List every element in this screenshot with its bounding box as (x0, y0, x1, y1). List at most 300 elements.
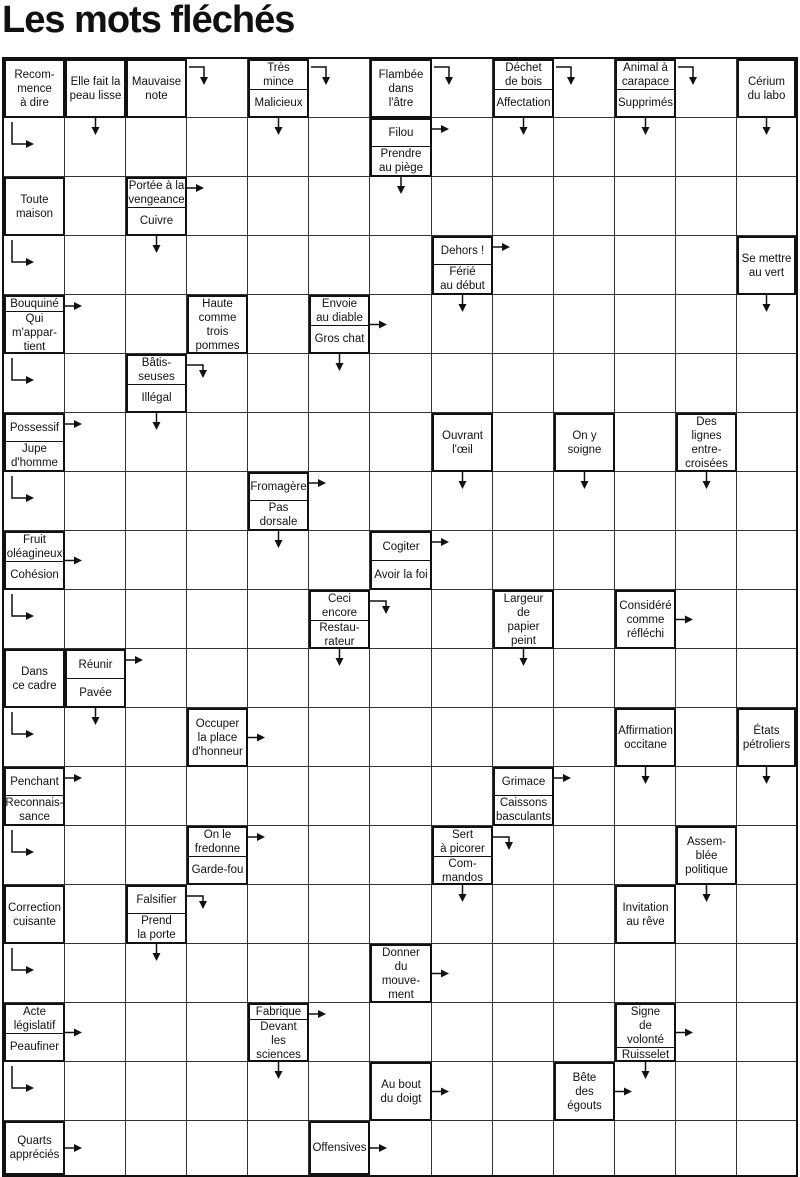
answer-cell[interactable] (554, 177, 615, 236)
clue-text: Férié au début (434, 264, 491, 293)
clue-cell (126, 177, 187, 236)
clue-text: Signe de volonté (626, 1006, 665, 1046)
arrow-right-icon (65, 767, 126, 826)
arrow-right-icon (187, 177, 248, 236)
answer-cell[interactable] (737, 944, 796, 1003)
crossword-grid (2, 57, 798, 1177)
answer-cell[interactable] (126, 531, 187, 590)
clue-cell (309, 590, 370, 649)
answer-cell[interactable] (65, 826, 126, 885)
clue-cell (4, 885, 65, 944)
answer-cell[interactable] (65, 590, 126, 649)
answer-cell[interactable] (370, 767, 432, 826)
arrow-down-icon (248, 1062, 309, 1121)
arrow-down-icon (554, 472, 615, 531)
answer-cell[interactable] (126, 708, 187, 767)
clue-text: On le fredonne (194, 829, 241, 855)
answer-cell[interactable] (187, 472, 248, 531)
clue-text: Quarts appréciés (9, 1135, 60, 1161)
arrow-right-down-icon (370, 590, 432, 649)
clue-text: Haute comme trois pommes (195, 298, 240, 352)
clue-cell (493, 767, 554, 826)
clue-cell (187, 826, 248, 885)
clue-text: Réunir (78, 658, 113, 671)
clue-cell (187, 708, 248, 767)
clue-text: Invitation au rêve (622, 901, 669, 928)
clue-text: Pas dorsale (250, 500, 307, 529)
clue-text: Restau- rateur (311, 620, 368, 649)
answer-cell[interactable] (187, 944, 248, 1003)
answer-cell[interactable] (615, 531, 676, 590)
answer-cell[interactable] (493, 413, 554, 472)
answer-cell[interactable] (554, 354, 615, 413)
answer-cell[interactable] (676, 531, 737, 590)
answer-cell[interactable] (309, 944, 370, 1003)
clue-text: Fabrique (255, 1006, 302, 1018)
clue-cell (737, 59, 796, 118)
arrow-right-down-icon (187, 885, 248, 944)
clue-text: Prend la porte (128, 913, 185, 942)
answer-cell[interactable] (615, 236, 676, 295)
answer-cell[interactable] (676, 177, 737, 236)
clue-text: Reconnais- sance (5, 797, 64, 823)
arrow-right-icon (370, 1121, 432, 1175)
arrow-down-icon (615, 767, 676, 826)
answer-cell[interactable] (676, 295, 737, 354)
clue-cell (126, 59, 187, 118)
answer-cell[interactable] (309, 1062, 370, 1121)
arrow-right-down-icon (187, 59, 248, 118)
arrow-right-down-icon (493, 826, 554, 885)
arrow-down-icon (65, 118, 126, 177)
clue-text: Considéré comme réfléchi (619, 599, 672, 640)
clue-cell (309, 1121, 370, 1175)
clue-text: Ceci encore (321, 593, 358, 619)
answer-cell[interactable] (615, 1121, 676, 1175)
answer-cell[interactable] (737, 472, 796, 531)
clue-cell (370, 944, 432, 1003)
answer-cell[interactable] (493, 177, 554, 236)
answer-cell[interactable] (309, 177, 370, 236)
arrow-right-icon (309, 1003, 370, 1062)
clue-cell (4, 767, 65, 826)
answer-cell[interactable] (370, 354, 432, 413)
answer-cell[interactable] (554, 944, 615, 1003)
arrow-down-icon (126, 944, 187, 1003)
arrow-down-icon (676, 472, 737, 531)
answer-cell[interactable] (432, 708, 493, 767)
clue-text: Fruit oléagineux (6, 534, 63, 560)
clue-cell (4, 1121, 65, 1175)
arrow-down-right-icon (4, 708, 65, 767)
answer-cell[interactable] (370, 1003, 432, 1062)
clue-text: On y soigne (567, 429, 602, 456)
arrow-down-right-icon (4, 826, 65, 885)
arrow-right-icon (65, 295, 126, 354)
answer-cell[interactable] (248, 295, 309, 354)
clue-cell (4, 295, 65, 354)
arrow-right-icon (432, 531, 493, 590)
arrow-right-down-icon (309, 59, 370, 118)
answer-cell[interactable] (676, 118, 737, 177)
arrow-down-icon (432, 472, 493, 531)
arrow-down-icon (676, 885, 737, 944)
clue-cell (4, 1003, 65, 1062)
answer-cell[interactable] (309, 885, 370, 944)
clue-text: Possessif (9, 422, 60, 434)
answer-cell[interactable] (493, 885, 554, 944)
answer-cell[interactable] (737, 413, 796, 472)
arrow-down-icon (493, 118, 554, 177)
clue-text: Ouvrant l'œil (442, 429, 483, 456)
clue-text: Com- mandos (434, 856, 491, 885)
clue-text: Offensives (312, 1142, 367, 1154)
arrow-down-icon (309, 354, 370, 413)
arrow-down-right-icon (4, 236, 65, 295)
answer-cell[interactable] (676, 1121, 737, 1175)
clue-cell (126, 354, 187, 413)
answer-cell[interactable] (737, 826, 796, 885)
arrow-right-icon (432, 944, 493, 1003)
clue-cell (615, 59, 676, 118)
answer-cell[interactable] (615, 295, 676, 354)
answer-cell[interactable] (737, 1121, 796, 1175)
answer-cell[interactable] (248, 944, 309, 1003)
answer-cell[interactable] (615, 177, 676, 236)
answer-cell[interactable] (248, 649, 309, 708)
answer-cell[interactable] (432, 354, 493, 413)
clue-text: Acte législatif (13, 1006, 56, 1032)
answer-cell[interactable] (309, 826, 370, 885)
answer-cell[interactable] (187, 118, 248, 177)
arrow-right-icon (309, 472, 370, 531)
clue-text: Envoie au diable (316, 298, 363, 324)
answer-cell[interactable] (370, 885, 432, 944)
answer-cell[interactable] (676, 708, 737, 767)
answer-cell[interactable] (493, 531, 554, 590)
clue-cell (554, 413, 615, 472)
clue-text: Filou (388, 127, 414, 139)
clue-cell (65, 649, 126, 708)
answer-cell[interactable] (676, 1062, 737, 1121)
arrow-right-down-icon (187, 354, 248, 413)
answer-cell[interactable] (126, 1062, 187, 1121)
arrow-right-icon (615, 1062, 676, 1121)
arrow-down-icon (65, 708, 126, 767)
answer-cell[interactable] (493, 1121, 554, 1175)
answer-cell[interactable] (676, 944, 737, 1003)
answer-cell[interactable] (737, 590, 796, 649)
answer-cell[interactable] (493, 1003, 554, 1062)
clue-text: Flambée dans l'âtre (378, 68, 424, 109)
clue-cell (554, 1062, 615, 1121)
answer-cell[interactable] (126, 826, 187, 885)
answer-cell[interactable] (309, 118, 370, 177)
clue-text: Cogiter (382, 540, 420, 553)
answer-cell[interactable] (554, 1003, 615, 1062)
answer-cell[interactable] (615, 944, 676, 1003)
clue-text: Occuper la place d'honneur (192, 717, 243, 758)
clue-cell (493, 590, 554, 649)
clue-text: Affirmation occitane (618, 724, 673, 751)
answer-cell[interactable] (65, 944, 126, 1003)
answer-cell[interactable] (554, 531, 615, 590)
answer-cell[interactable] (248, 767, 309, 826)
answer-cell[interactable] (65, 177, 126, 236)
clue-cell (370, 59, 432, 118)
clue-text: Assem- blée politique (685, 835, 728, 876)
answer-cell[interactable] (65, 472, 126, 531)
arrow-right-icon (248, 708, 309, 767)
answer-cell[interactable] (248, 236, 309, 295)
clue-cell (187, 295, 248, 354)
answer-cell[interactable] (554, 295, 615, 354)
answer-cell[interactable] (615, 826, 676, 885)
answer-cell[interactable] (737, 649, 796, 708)
arrow-down-right-icon (4, 1062, 65, 1121)
answer-cell[interactable] (370, 649, 432, 708)
answer-cell[interactable] (737, 1003, 796, 1062)
answer-cell[interactable] (126, 1003, 187, 1062)
answer-cell[interactable] (309, 413, 370, 472)
answer-cell[interactable] (432, 649, 493, 708)
arrow-down-icon (370, 177, 432, 236)
arrow-right-icon (65, 1121, 126, 1175)
clue-text: Largeur de papier peint (503, 593, 544, 647)
answer-cell[interactable] (432, 1121, 493, 1175)
answer-cell[interactable] (615, 413, 676, 472)
clue-cell (615, 708, 676, 767)
clue-text: Affectation (495, 89, 552, 116)
answer-cell[interactable] (126, 590, 187, 649)
clue-cell (737, 236, 796, 295)
clue-cell (432, 826, 493, 885)
answer-cell[interactable] (370, 236, 432, 295)
clue-text: Dans ce cadre (12, 665, 57, 692)
clue-text: Falsifier (136, 894, 177, 906)
clue-cell (248, 472, 309, 531)
answer-cell[interactable] (370, 708, 432, 767)
clue-cell (676, 826, 737, 885)
clue-text: Bouquiné (10, 298, 59, 310)
arrow-right-icon (370, 295, 432, 354)
arrow-down-icon (309, 649, 370, 708)
answer-cell[interactable] (615, 649, 676, 708)
arrow-right-icon (554, 767, 615, 826)
answer-cell[interactable] (493, 472, 554, 531)
answer-cell[interactable] (554, 708, 615, 767)
arrow-right-icon (65, 1003, 126, 1062)
answer-cell[interactable] (432, 1003, 493, 1062)
clue-cell (432, 236, 493, 295)
answer-cell[interactable] (493, 708, 554, 767)
answer-cell[interactable] (554, 590, 615, 649)
clue-text: Cohésion (6, 561, 63, 588)
answer-cell[interactable] (370, 413, 432, 472)
answer-cell[interactable] (493, 295, 554, 354)
clue-text: Qui m'appar- tient (6, 311, 63, 354)
clue-text: Devant les sciences (250, 1019, 307, 1062)
answer-cell[interactable] (554, 1121, 615, 1175)
arrow-down-icon (737, 118, 796, 177)
answer-cell[interactable] (676, 649, 737, 708)
clue-cell (676, 413, 737, 472)
arrow-right-icon (126, 649, 187, 708)
answer-cell[interactable] (65, 236, 126, 295)
arrow-down-right-icon (4, 354, 65, 413)
arrow-right-down-icon (554, 59, 615, 118)
answer-cell[interactable] (370, 826, 432, 885)
clue-text: Animal à carapace (621, 62, 670, 88)
clue-text: Correction cuisante (7, 901, 62, 928)
answer-cell[interactable] (187, 413, 248, 472)
clue-cell (4, 177, 65, 236)
clue-text: Se mettre au vert (741, 252, 792, 279)
answer-cell[interactable] (126, 472, 187, 531)
answer-cell[interactable] (554, 236, 615, 295)
clue-text: Au bout du doigt (380, 1078, 422, 1105)
answer-cell[interactable] (65, 1062, 126, 1121)
answer-cell[interactable] (737, 1062, 796, 1121)
answer-cell[interactable] (432, 590, 493, 649)
clue-text: Cérium du labo (747, 75, 786, 102)
answer-cell[interactable] (187, 590, 248, 649)
answer-cell[interactable] (309, 531, 370, 590)
arrow-down-icon (126, 413, 187, 472)
clue-text: Peaufiner (6, 1033, 63, 1060)
clue-text: Très mince (263, 62, 294, 88)
arrow-right-icon (676, 1003, 737, 1062)
clue-cell (4, 649, 65, 708)
answer-cell[interactable] (737, 885, 796, 944)
clue-text: Portée à la vengeance (128, 180, 185, 206)
clue-text: Malicieux (250, 89, 307, 116)
arrow-right-icon (65, 531, 126, 590)
answer-cell[interactable] (248, 590, 309, 649)
answer-cell[interactable] (309, 767, 370, 826)
answer-cell[interactable] (432, 767, 493, 826)
answer-cell[interactable] (248, 177, 309, 236)
answer-cell[interactable] (493, 944, 554, 1003)
arrow-down-icon (248, 531, 309, 590)
clue-cell (248, 1003, 309, 1062)
clue-cell (4, 59, 65, 118)
answer-cell[interactable] (126, 295, 187, 354)
arrow-down-icon (126, 236, 187, 295)
answer-cell[interactable] (187, 236, 248, 295)
answer-cell[interactable] (248, 885, 309, 944)
answer-cell[interactable] (187, 531, 248, 590)
clue-text: Sert à picorer (440, 829, 485, 855)
answer-cell[interactable] (615, 354, 676, 413)
clue-text: Bâtis- seuses (138, 357, 175, 383)
arrow-right-down-icon (432, 59, 493, 118)
answer-cell[interactable] (187, 649, 248, 708)
answer-cell[interactable] (554, 649, 615, 708)
answer-cell[interactable] (126, 1121, 187, 1175)
arrow-right-icon (248, 826, 309, 885)
answer-cell[interactable] (248, 354, 309, 413)
answer-cell[interactable] (187, 1121, 248, 1175)
clue-text: États pétroliers (742, 724, 791, 751)
answer-cell[interactable] (248, 413, 309, 472)
clue-text: Elle fait la peau lisse (69, 75, 122, 102)
arrow-down-right-icon (4, 472, 65, 531)
clue-cell (309, 295, 370, 354)
clue-text: Illégal (128, 384, 185, 411)
clue-text: Garde-fou (189, 856, 246, 883)
arrow-right-icon (432, 118, 493, 177)
arrow-right-icon (65, 413, 126, 472)
answer-cell[interactable] (309, 236, 370, 295)
answer-cell[interactable] (187, 767, 248, 826)
arrow-right-down-icon (676, 59, 737, 118)
arrow-right-icon (676, 590, 737, 649)
answer-cell[interactable] (554, 885, 615, 944)
clue-text: Penchant (10, 776, 59, 788)
clue-text: Bête des égouts (567, 1071, 602, 1112)
arrow-right-icon (493, 236, 554, 295)
clue-cell (4, 531, 65, 590)
clue-text: Mauvaise note (131, 75, 182, 102)
clue-cell (432, 413, 493, 472)
arrow-down-right-icon (4, 118, 65, 177)
clue-text: Toute maison (15, 193, 54, 220)
answer-cell[interactable] (615, 472, 676, 531)
clue-cell (65, 59, 126, 118)
answer-cell[interactable] (432, 177, 493, 236)
clue-text: Ruisselet (617, 1047, 674, 1062)
arrow-down-icon (737, 767, 796, 826)
clue-text: Gros chat (311, 325, 368, 352)
arrow-down-right-icon (4, 590, 65, 649)
answer-cell[interactable] (676, 236, 737, 295)
answer-cell[interactable] (554, 118, 615, 177)
answer-cell[interactable] (737, 531, 796, 590)
answer-cell[interactable] (737, 177, 796, 236)
answer-cell[interactable] (187, 1062, 248, 1121)
answer-cell[interactable] (248, 1121, 309, 1175)
answer-cell[interactable] (65, 885, 126, 944)
answer-cell[interactable] (126, 118, 187, 177)
arrow-down-right-icon (4, 944, 65, 1003)
clue-text: Cuivre (128, 207, 185, 234)
clue-text: Caissons basculants (496, 797, 551, 823)
answer-cell[interactable] (187, 1003, 248, 1062)
clue-cell (615, 1003, 676, 1062)
answer-cell[interactable] (309, 708, 370, 767)
answer-cell[interactable] (65, 354, 126, 413)
answer-cell[interactable] (493, 1062, 554, 1121)
clue-cell (737, 708, 796, 767)
clue-cell (370, 531, 432, 590)
answer-cell[interactable] (493, 354, 554, 413)
clue-text: Dehors ! (440, 245, 485, 257)
clue-text: Des lignes entre- croisées (685, 416, 728, 470)
answer-cell[interactable] (676, 354, 737, 413)
clue-cell (4, 413, 65, 472)
arrow-down-icon (432, 885, 493, 944)
answer-cell[interactable] (676, 767, 737, 826)
answer-cell[interactable] (370, 472, 432, 531)
clue-text: Supprimés (617, 89, 674, 116)
arrow-down-icon (493, 649, 554, 708)
clue-text: Jupe d'homme (6, 441, 63, 470)
answer-cell[interactable] (126, 767, 187, 826)
answer-cell[interactable] (554, 826, 615, 885)
clue-text: Prendre au piège (372, 146, 430, 175)
answer-cell[interactable] (737, 354, 796, 413)
